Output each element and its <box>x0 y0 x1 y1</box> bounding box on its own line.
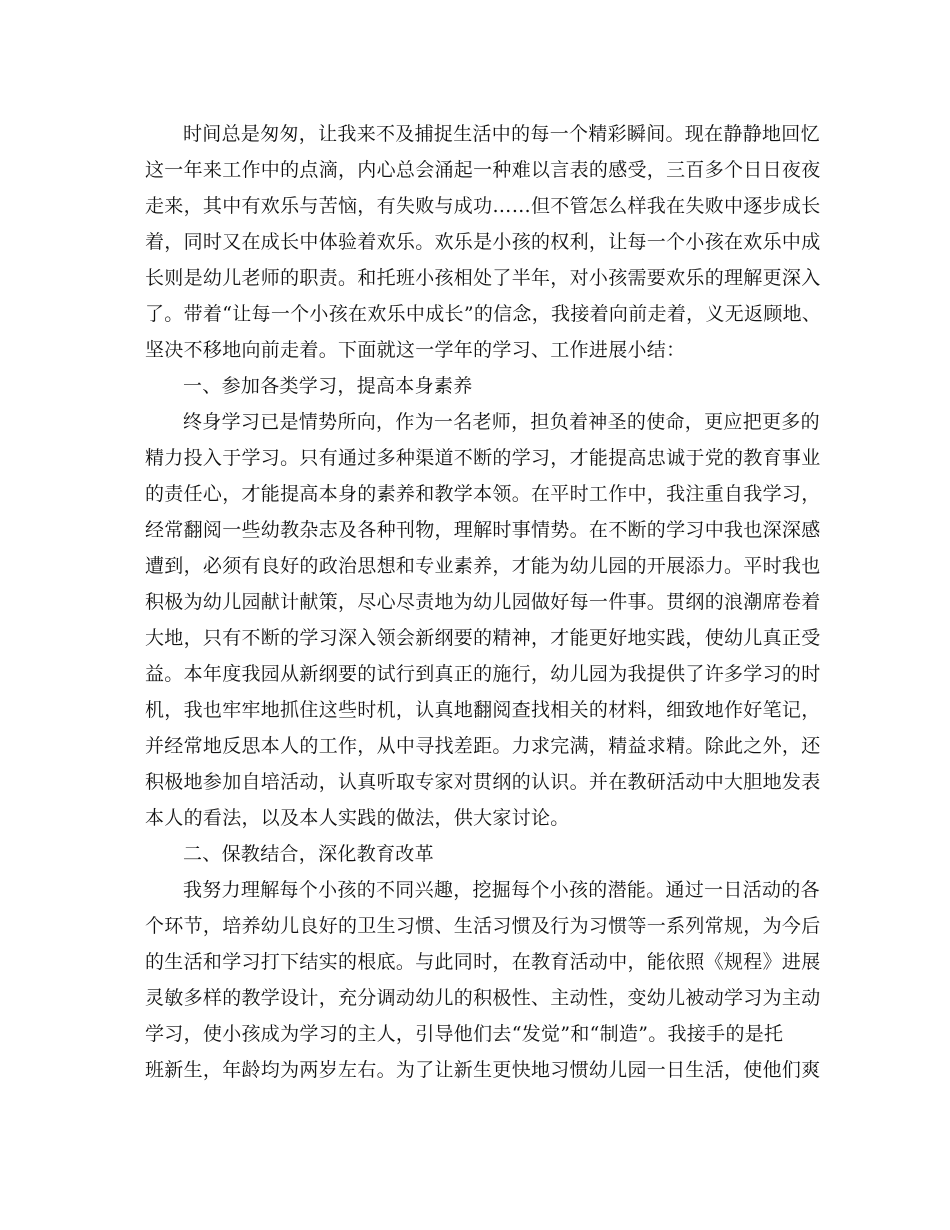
paragraph-line: 的生活和学习打下结实的根底。与此同时，在教育活动中，能依照《规程》进展 <box>145 951 821 973</box>
paragraph-line: 本人的看法，以及本人实践的做法，供大家讨论。 <box>145 807 570 829</box>
paragraph-line: 这一年来工作中的点滴，内心总会涌起一种难以言表的感受，三百多个日日夜夜 <box>145 159 821 181</box>
paragraph-line: 长则是幼儿老师的职责。和托班小孩相处了半年，对小孩需要欢乐的理解更深入 <box>145 267 821 289</box>
paragraph-line: 机，我也牢牢地抓住这些时机，认真地翻阅查找相关的材料，细致地作好笔记， <box>145 699 821 721</box>
paragraph-line: 益。本年度我园从新纲要的试行到真正的施行，幼儿园为我提供了许多学习的时 <box>145 663 821 685</box>
paragraph-line: 积极地参加自培活动，认真听取专家对贯纲的认识。并在教研活动中大胆地发表 <box>145 771 821 793</box>
body-text <box>145 116 822 1088</box>
paragraph-line: 大地，只有不断的学习深入领会新纲要的精神，才能更好地实践，使幼儿真正受 <box>145 627 821 649</box>
paragraph-line: 遭到，必须有良好的政治思想和专业素养，才能为幼儿园的开展添力。平时我也 <box>145 555 821 577</box>
paragraph-line: 坚决不移地向前走着。下面就这一学年的学习、工作进展小结： <box>145 339 686 361</box>
paragraph-line: 精力投入于学习。只有通过多种渠道不断的学习，才能提高忠诚于党的教育事业 <box>145 447 821 469</box>
paragraph-line: 走来，其中有欢乐与苦恼，有失败与成功……但不管怎么样我在失败中逐步成长 <box>145 195 821 217</box>
paragraph-line: 积极为幼儿园献计献策，尽心尽责地为幼儿园做好每一件事。贯纲的浪潮席卷着 <box>145 591 821 613</box>
paragraph-line: 经常翻阅一些幼教杂志及各种刊物，理解时事情势。在不断的学习中我也深深感 <box>145 519 821 541</box>
paragraph-line: 时间总是匆匆，让我来不及捕捉生活中的每一个精彩瞬间。现在静静地回忆 <box>183 123 820 145</box>
paragraph-line: 了。带着“让每一个小孩在欢乐中成长”的信念，我接着向前走着，义无返顾地、 <box>145 303 822 325</box>
section-heading: 一、参加各类学习，提高本身素养 <box>183 375 473 397</box>
paragraph-line: 个环节，培养幼儿良好的卫生习惯、生活习惯及行为习惯等一系列常规，为今后 <box>145 915 821 937</box>
paragraph-line: 我努力理解每个小孩的不同兴趣，挖掘每个小孩的潜能。通过一日活动的各 <box>183 879 820 901</box>
paragraph-line: 着，同时又在成长中体验着欢乐。欢乐是小孩的权利，让每一个小孩在欢乐中成 <box>145 231 821 253</box>
section-heading: 二、保教结合，深化教育改革 <box>183 843 434 865</box>
paragraph-line: 终身学习已是情势所向，作为一名老师，担负着神圣的使命，更应把更多的 <box>183 411 820 433</box>
paragraph-line: 的责任心，才能提高本身的素养和教学本领。在平时工作中，我注重自我学习， <box>145 483 821 505</box>
paragraph-line: 班新生，年龄均为两岁左右。为了让新生更快地习惯幼儿园一日生活，使他们爽 <box>145 1059 821 1081</box>
paragraph-line: 并经常地反思本人的工作，从中寻找差距。力求完满，精益求精。除此之外，还 <box>145 735 821 757</box>
paragraph-line: 灵敏多样的教学设计，充分调动幼儿的积极性、主动性，变幼儿被动学习为主动 <box>145 987 821 1009</box>
paragraph-line: 学习，使小孩成为学习的主人，引导他们去“发觉”和“制造”。我接手的是托 <box>145 1023 784 1045</box>
